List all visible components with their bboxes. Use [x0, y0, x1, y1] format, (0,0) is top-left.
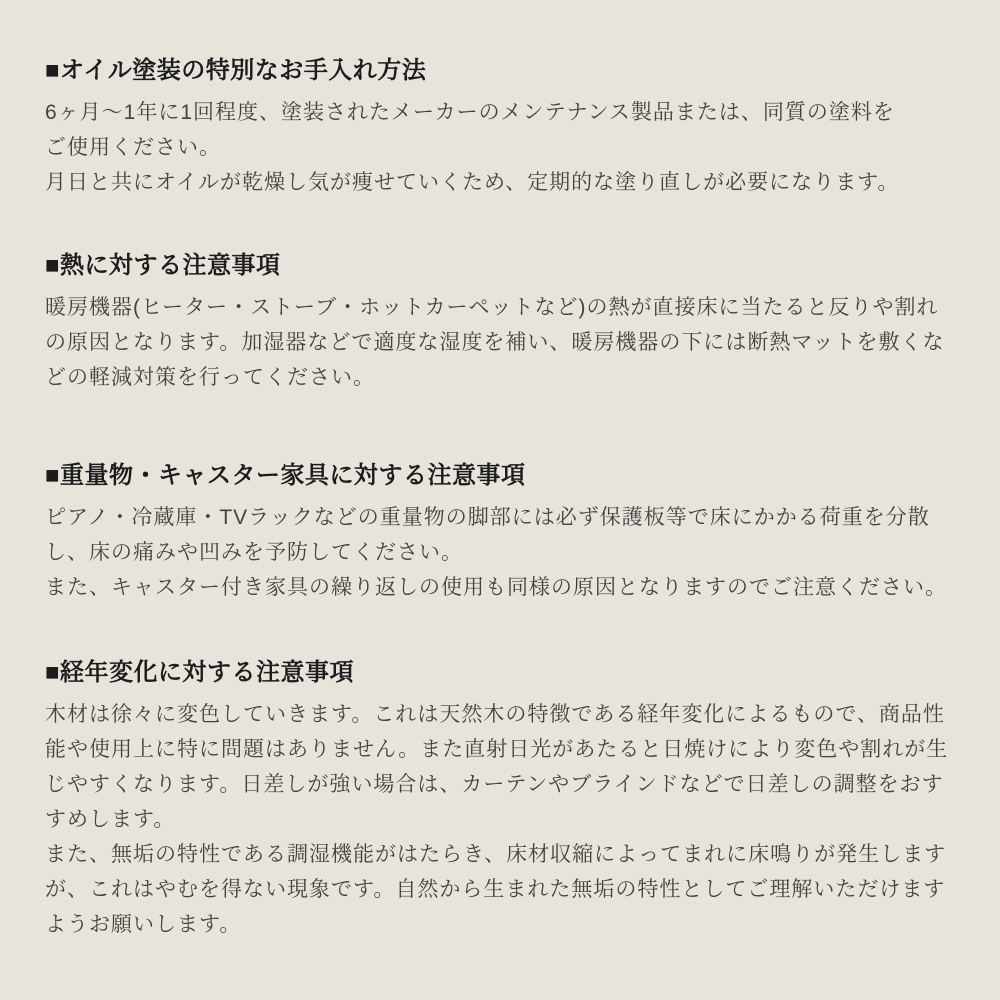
body-line: 6ヶ月〜1年に1回程度、塗装されたメーカーのメンテナンス製品または、同質の塗料を: [45, 101, 895, 124]
body-line: また、無垢の特性である調湿機能がはたらき、床材収縮によってまれに床鳴りが発生します: [45, 843, 947, 866]
section-heading: ■オイル塗装の特別なお手入れ方法: [45, 57, 427, 84]
body-line: じやすくなります。日差しが強い場合は、カーテンやブラインドなどで日差しの調整をおす: [45, 773, 944, 796]
body-line: どの軽減対策を行ってください。: [45, 366, 375, 389]
body-line: 木材は徐々に変色していきます。これは天然木の特徴である経年変化によるもので、商品性: [45, 703, 945, 726]
section-heading: ■経年変化に対する注意事項: [45, 659, 354, 686]
body-line: 能や使用上に特に問題はありません。また直射日光があたると日焼けにより変色や割れが生: [45, 738, 949, 761]
section-heat-caution: [45, 251, 960, 395]
body-line: の原因となります。加湿器などで適度な湿度を補い、暖房機器の下には断熱マットを敷くな: [45, 331, 945, 354]
body-line: 月日と共にオイルが乾燥し気が痩せていくため、定期的な塗り直しが必要になります。: [45, 171, 900, 194]
body-line: ご使用ください。: [45, 136, 221, 159]
section-heading: ■熱に対する注意事項: [45, 252, 281, 279]
body-line: また、キャスター付き家具の繰り返しの使用も同様の原因となりますのでご注意ください。: [45, 576, 947, 599]
body-line: すめします。: [45, 808, 176, 831]
section-heavy-furniture-caution: [45, 461, 960, 605]
body-line: し、床の痛みや凹みを予防してください。: [45, 541, 463, 564]
section-oil-finish-care: [45, 56, 960, 200]
body-line: ようお願いします。: [45, 913, 242, 936]
body-line: が、これはやむを得ない現象です。自然から生まれた無垢の特性としてご理解いただけます: [45, 878, 946, 901]
section-aging-caution: [45, 658, 960, 942]
body-line: 暖房機器(ヒーター・ストーブ・ホットカーペットなど)の熱が直接床に当たると反りや割れ: [45, 296, 939, 319]
body-line: ピアノ・冷蔵庫・TVラックなどの重量物の脚部には必ず保護板等で床にかかる荷重を分散: [45, 506, 930, 529]
section-heading: ■重量物・キャスター家具に対する注意事項: [45, 462, 526, 489]
